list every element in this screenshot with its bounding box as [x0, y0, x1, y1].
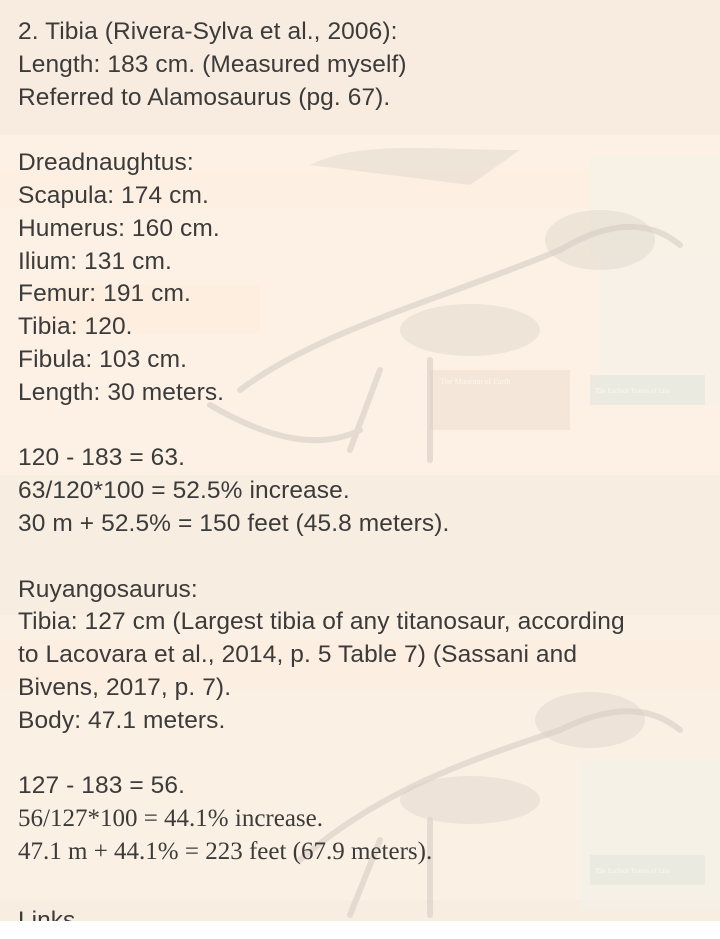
note-line: Scapula: 174 cm.	[18, 181, 209, 209]
note-line: 120 - 183 = 63.	[18, 444, 186, 472]
note-line: Tibia: 120.	[18, 313, 133, 341]
note-line: 63/120*100 = 52.5% increase.	[18, 477, 350, 505]
note-line: Humerus: 160 cm.	[18, 214, 220, 242]
note-line: 56/127*100 = 44.1% increase.	[18, 805, 324, 833]
note-line: Referred to Alamosaurus (pg. 67).	[18, 83, 391, 111]
cutoff-next-line	[18, 905, 75, 919]
note-line	[18, 114, 708, 147]
note-line: 127 - 183 = 56.	[18, 772, 186, 800]
note-line: 30 m + 52.5% = 150 feet (45.8 meters).	[18, 509, 450, 537]
note-line: Bivens, 2017, p. 7).	[18, 673, 232, 701]
note-line	[18, 738, 708, 771]
note-line: Length: 30 meters.	[18, 378, 225, 406]
note-line	[18, 410, 708, 443]
note-line: Ruyangosaurus:	[18, 575, 198, 603]
note-line: Tibia: 127 cm (Largest tibia of any titanosaur, according	[18, 608, 625, 636]
note-line: to Lacovara et al., 2014, p. 5 Table 7) (Sassani and	[18, 641, 578, 669]
note-line: 47.1 m + 44.1% = 223 feet (67.9 meters).	[18, 837, 433, 865]
note-line	[18, 541, 708, 574]
note-line: Body: 47.1 meters.	[18, 706, 226, 734]
note-line: Length: 183 cm. (Measured myself)	[18, 50, 407, 78]
note-line: Ilium: 131 cm.	[18, 247, 172, 275]
bottom-edge	[0, 921, 720, 939]
note-line: Dreadnaughtus:	[18, 149, 194, 177]
note-text	[18, 16, 708, 869]
note-line: 2. Tibia (Rivera-Sylva et al., 2006):	[18, 18, 398, 45]
note-line: Femur: 191 cm.	[18, 280, 191, 308]
note-line: Fibula: 103 cm.	[18, 345, 187, 373]
